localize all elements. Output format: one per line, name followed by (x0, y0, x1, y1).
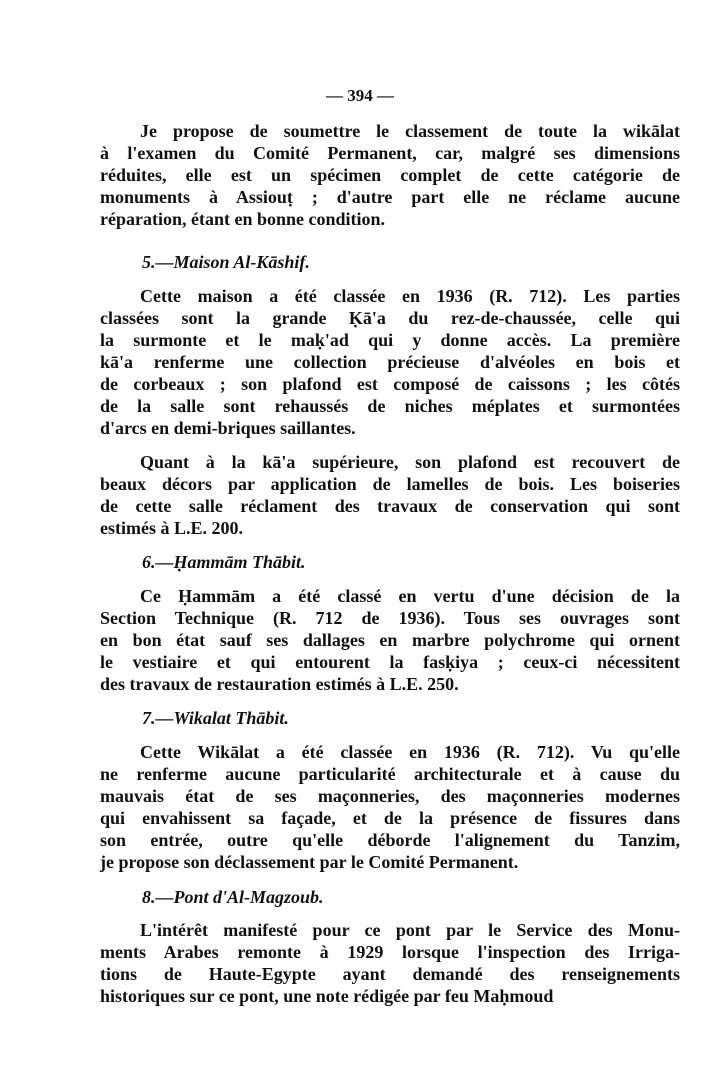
text-line: de cette salle réclament des travaux de conservation qui sont (100, 496, 680, 516)
text-line: des travaux de restauration estimés à L.E. 250. (100, 674, 459, 694)
text-line: réduites, elle est un spécimen complet de cette catégorie de (100, 165, 680, 185)
text-line: son entrée, outre qu'elle déborde l'alignement du Tanzim, (100, 830, 680, 850)
text-line: Cette maison a été classée en 1936 (R. 712). Les parties (140, 286, 680, 306)
text-line: beaux décors par application de lamelles de bois. Les boiseries (100, 474, 680, 494)
text-line: Ce Ḥammām a été classé en vertu d'une décision de la (140, 586, 680, 606)
text-line: en bon état sauf ses dallages en marbre polychrome qui ornent (100, 630, 680, 650)
paragraph (100, 741, 680, 873)
text-line: Quant à la kā'a supérieure, son plafond est recouvert de (140, 452, 680, 472)
section-heading: 7.—Wikalat Thābit. (142, 708, 289, 728)
text-line: monuments à Assiouṭ ; d'autre part elle ne réclame aucune (100, 187, 680, 207)
text-line: ne renferme aucune particularité architecturale et à cause du (100, 764, 680, 784)
text-line: d'arcs en demi-briques saillantes. (100, 418, 356, 438)
page-number: — 394 — (326, 86, 394, 105)
text-line: kā'a renferme une collection précieuse d'alvéoles en bois et (100, 352, 680, 372)
text-line: de corbeaux ; son plafond est composé de caissons ; les côtés (100, 374, 680, 394)
paragraph (100, 451, 680, 539)
paragraph (100, 585, 680, 695)
text-line: classées sont la grande Ḳā'a du rez-de-chaussée, celle qui (100, 308, 680, 328)
text-line: Je propose de soumettre le classement de toute la wikālat (140, 121, 680, 141)
text-line: ments Arabes remonte à 1929 lorsque l'inspection des Irriga- (100, 942, 680, 962)
text-line: je propose son déclassement par le Comité Permanent. (100, 852, 519, 872)
text-line: mauvais état de ses maçonneries, des maçonneries modernes (100, 786, 680, 806)
text-line: de la salle sont rehaussés de niches méplates et surmontées (100, 396, 680, 416)
text-line: historiques sur ce pont, une note rédigée par feu Maḥmoud (100, 986, 554, 1006)
text-line: tions de Haute-Egypte ayant demandé des renseignements (100, 964, 680, 984)
text-line: réparation, étant en bonne condition. (100, 209, 386, 229)
text-line: estimés à L.E. 200. (100, 518, 243, 538)
text-line: Section Technique (R. 712 de 1936). Tous ses ouvrages sont (100, 608, 680, 628)
section-heading: 5.—Maison Al-Kāshif. (142, 252, 310, 272)
text-line: Cette Wikālat a été classée en 1936 (R. 712). Vu qu'elle (140, 742, 680, 762)
section-heading: 8.—Pont d'Al-Magzoub. (142, 887, 324, 907)
text-line: L'intérêt manifesté pour ce pont par le Service des Monu- (140, 920, 680, 940)
paragraph (100, 120, 680, 230)
paragraph (100, 919, 680, 1007)
section-heading: 6.—Ḥammām Thābit. (142, 552, 306, 572)
text-line: la surmonte et le maḳ'ad qui y donne accès. La première (100, 330, 680, 350)
text-line: le vestiaire et qui entourent la fasḳiya ; ceux-ci nécessitent (100, 652, 680, 672)
paragraph (100, 285, 680, 439)
text-line: qui envahissent sa façade, et de la présence de fissures dans (100, 808, 680, 828)
text-line: à l'examen du Comité Permanent, car, malgré ses dimensions (100, 143, 680, 163)
